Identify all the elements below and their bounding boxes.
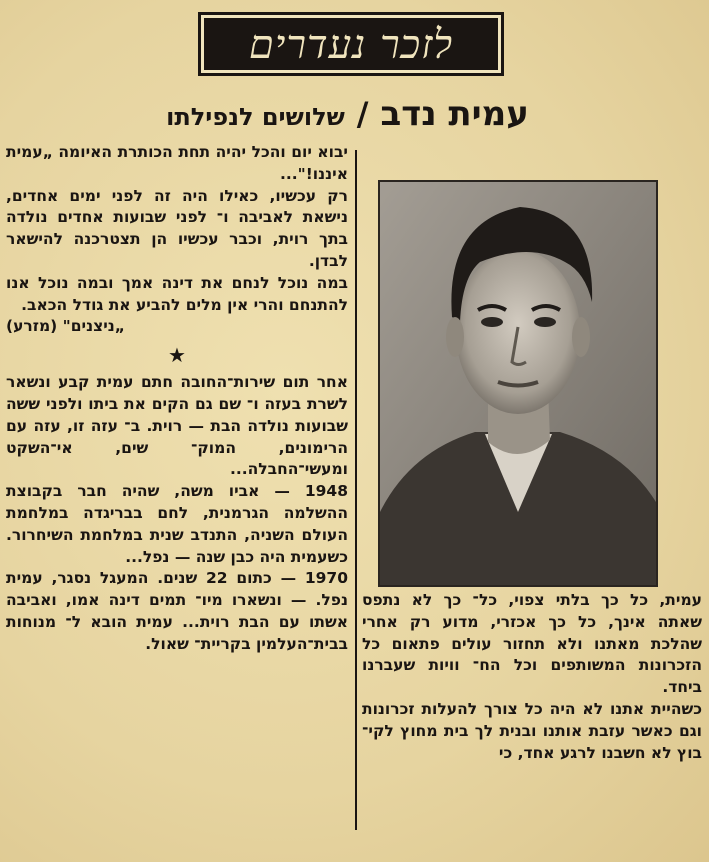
right-column — [6, 142, 348, 656]
paragraph: במה נוכל לנחם את דינה אמך ובמה נוכל אנו להתנחם והרי אין מלים להביע את גודל הכאב. — [6, 273, 348, 314]
headline-name: עמית נדב — [380, 94, 529, 134]
paragraph: 1970 — כתום 22 שנים. המעגל נסגר, עמית נפל. — ונשארו מיו־ תמים דינה אמו, ואביבה אשתו עם הבת רוית... עמית הובא ל־ מנוחות בבית־העלמין בקריית־ שאול. — [6, 569, 348, 653]
paragraph: כשהיית אתנו לא היה כל צורך להעלות זכרונות וגם כאשר עזבת אותנו ובנית לך בית מחוץ לקי־ בוץ לא חשבנו לרגע אחד, כי — [362, 699, 702, 762]
paragraph: אחר תום שירות־החובה חתם עמית קבע ונשאר לשרת בעזה ו־ שם גם הקים את ביתו ולפני ששה שבועות נולדה הבת — רוית. ב־ עזה זו, עזה עם הרימונים, המוק־ שים, אי־השקט ומעשי־החבלה... — [6, 373, 348, 479]
paragraph: יבוא יום והכל יהיה תחת הכותרת האיומה „עמית איננו!"... — [6, 143, 348, 183]
star-icon: ★ — [168, 343, 186, 368]
left-column — [362, 590, 702, 764]
paragraph: עמית, כל כך בלתי צפוי, כל־ כך לא נתפס שאתה אינך, כל כך אכזרי, מדוע רק אחרי שהלכת מאתנו ולא תחזור עולים פתאום כל הזכרונות המשותפים וכל הח־ וויות שעברנו ביחד. — [362, 591, 702, 697]
portrait-photo — [378, 180, 658, 587]
column-divider — [355, 150, 357, 830]
headline-separator: / — [356, 95, 369, 133]
headline-subtitle: שלושים לנפילתו — [166, 103, 345, 131]
headline — [95, 94, 600, 138]
masthead-banner: לזכר נעדרים — [198, 12, 504, 76]
paragraph: 1948 — אביו משה, שהיה חבר בקבוצת ההשלמה הגרמנית, לחם בבריגדה במלחמת העולם השניה, התנדב שנית במלחמת השיחרור. כשעמית היה כבן שנה — נפל... — [6, 482, 348, 566]
paragraph: רק עכשיו, כאילו היה זה לפני ימים אחדים, נישאת לאביבה ו־ לפני שבועות אחדים נולדה בתך רוית, וכבר עכשיו הן תצטרכנה להישאר לבדן. — [6, 186, 348, 270]
signature: „ניצנים" (מזרע) — [6, 317, 125, 336]
